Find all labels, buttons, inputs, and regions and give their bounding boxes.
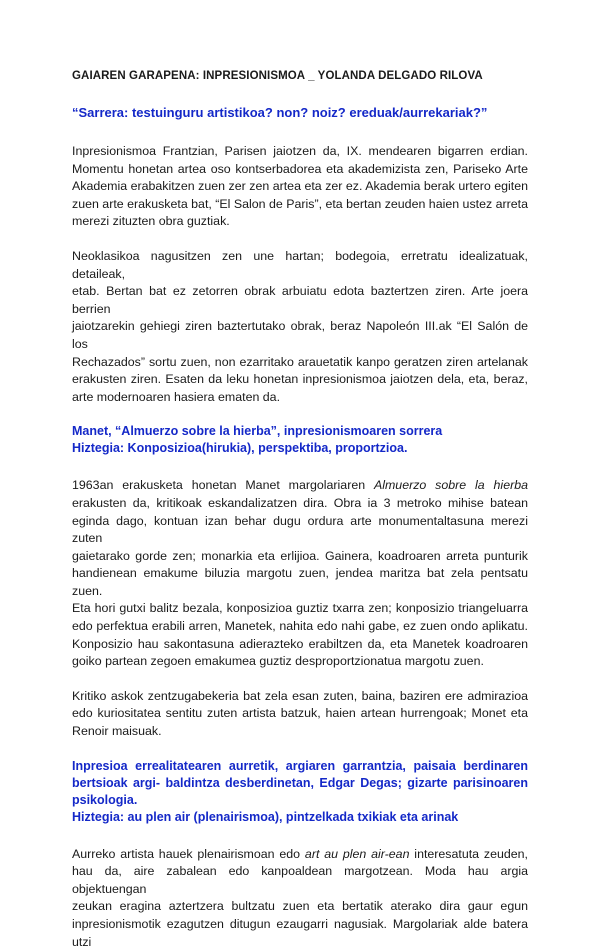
- paragraph-intro-1: [72, 143, 528, 231]
- text-line: [72, 477, 528, 495]
- text-line: arte modernoaren hasiera ematen da.: [72, 389, 281, 404]
- heading-line: bertsioak argi- baldintza desberdinetan, Edgar Degas; gizarte parisinoaren: [72, 775, 528, 790]
- text-line: goiko partean zegoen emakumea guztiz desproportzionatua margotu zuen.: [72, 654, 484, 669]
- text-line: inpresionismotik ezagutzen ditugun ezaugarri nagusiak. Margolariak alde batera utzi: [72, 917, 528, 949]
- paragraph-manet-1: [72, 477, 528, 671]
- artwork-title: Almuerzo sobre la hierba: [373, 478, 528, 493]
- heading-line: Hiztegia: Konposizioa(hirukia), perspektiba, proportzioa.: [72, 441, 408, 456]
- heading-line: Hiztegia: au plen air (plenairismoa), pintzelkada txikiak eta arinak: [72, 809, 459, 824]
- text-line: jaiotzarekin gehiegi ziren baztertutako obrak, beraz Napoleón III.ak “El Salón de los: [72, 319, 528, 351]
- text-line: erakusten ziren. Esaten da leku honetan inpresionismoa jaiotzen dela, eta, beraz,: [72, 372, 528, 387]
- text-line: edo kuriositatea sentitu zuten artista batzuk, haien artean hurrengoak; Monet eta: [72, 706, 528, 721]
- main-heading: “Sarrera: testuinguru artistikoa? non? noiz? ereduak/aurrekariak?”: [72, 105, 488, 120]
- section-heading-impression: [72, 758, 528, 826]
- text-segment: Aurreko artista hauek plenairismoan edo: [72, 846, 305, 861]
- text-line: zuen arte erakusketa bat, “El Salon de Paris”, eta bertan zeuden haien ustez arreta: [72, 196, 528, 211]
- text-line: Eta hori gutxi balitz bezala, konposizioa guztiz txarra zen; konposizio triangeluarra: [72, 601, 528, 616]
- text-segment: interesatuta zeuden,: [409, 846, 528, 861]
- heading-line: Inpresioa errealitatearen aurretik, argiaren garrantzia, paisaia berdinaren: [72, 758, 528, 773]
- text-line: zeukan eragina aztertzera bultzatu zuen eta bertatik aterako dira gaur egun: [72, 899, 528, 914]
- text-segment: 1963an erakusketa honetan Manet margolariaren: [72, 478, 374, 493]
- text-line: eginda dago, kontuan izan behar dugu ordura arte monumentaltasuna merezi zuten: [72, 513, 528, 546]
- text-line: handienean emakume biluzia margotu zuen, jendea maritza bat zela pentsatu zuen.: [72, 566, 528, 598]
- text-line: etab. Bertan bat ez zetorren obrak arbuiatu edota baztertzen ziren. Arte joera berrien: [72, 284, 528, 316]
- text-line: [72, 846, 528, 864]
- heading-line: psikologia.: [72, 792, 138, 807]
- text-line: Akademia erabakitzen zuen zer zen artea eta zer ez. Akademia berak urtero egiten: [72, 179, 528, 194]
- text-line: Rechazados” sortu zuen, non ezarritako arauetatik kanpo geratzen ziren artelanak: [72, 354, 528, 369]
- text-line: Inpresionismoa Frantzian, Parisen jaiotzen da, IX. mendearen bigarren erdian.: [72, 144, 528, 158]
- text-line: Momentu honetan artea oso kontserbadorea eta akademizista zen, Pariseko Arte: [72, 161, 528, 176]
- text-line: erakusten da, kritikoak eskandalizatzen dira. Obra ia 3 metroko mihise batean: [72, 495, 528, 510]
- text-line: hau da, aire zabalean edo kanpoaldean margotzean. Moda hau argia objektuengan: [72, 864, 528, 896]
- document-title: GAIAREN GARAPENA: INPRESIONISMOA _ YOLANDA DELGADO RILOVA: [72, 70, 483, 82]
- paragraph-plenair: [72, 846, 528, 951]
- text-line: merezi zituzten obra guztiak.: [72, 214, 230, 229]
- text-line: Neoklasikoa nagusitzen zen une hartan; bodegoia, erretratu idealizatuak, detaileak,: [72, 248, 528, 281]
- text-line: edo perfektua erabili arren, Manetek, nahita edo nahi gabe, ez zuen ondo aplikatu.: [72, 619, 528, 634]
- section-heading-manet: [72, 423, 528, 457]
- paragraph-intro-2: [72, 248, 528, 406]
- text-line: gaietarako gorde zen; monarkia eta erlijioa. Gainera, koadroaren arreta punturik: [72, 548, 528, 563]
- text-line: Konposizio hau sakontasuna adierazteko erabiltzen da, eta Manetek koadroaren: [72, 636, 528, 651]
- text-line: Renoir maisuak.: [72, 724, 162, 739]
- heading-line: Manet, “Almuerzo sobre la hierba”, inpresionismoaren sorrera: [72, 424, 443, 439]
- italic-term: art au plen air-ean: [304, 846, 410, 861]
- paragraph-manet-2: [72, 688, 528, 741]
- text-line: Kritiko askok zentzugabekeria bat zela esan zuten, baina, baziren ere admirazioa: [72, 688, 528, 703]
